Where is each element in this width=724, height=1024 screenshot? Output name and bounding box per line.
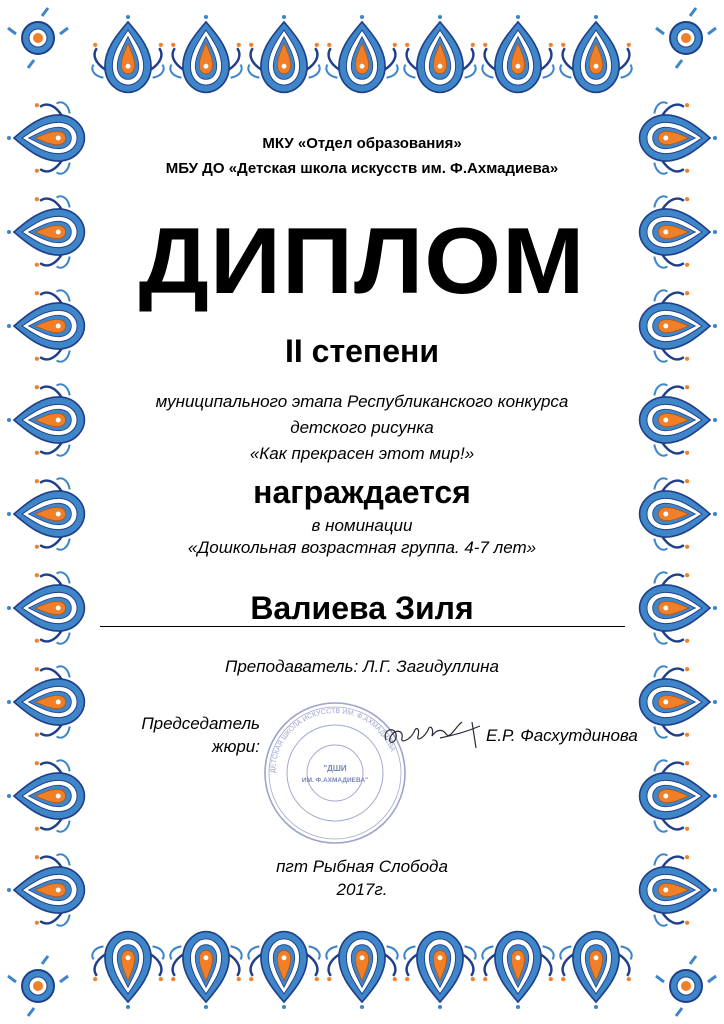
teacher-line: Преподаватель: Л.Г. Загидуллина <box>225 657 499 676</box>
paisley-flower-icon <box>92 932 163 1009</box>
jury-chair-name: Е.Р. Фасхутдинова <box>486 726 638 745</box>
paisley-flower-icon <box>482 932 553 1009</box>
signature-icon <box>380 716 490 756</box>
paisley-flower-icon <box>7 760 84 831</box>
paisley-flower-icon <box>170 932 241 1009</box>
header-line-1: МКУ «Отдел образования» <box>262 135 462 152</box>
stamp-outer-text: ДЕТСКАЯ ШКОЛА ИСКУССТВ ИМ. Ф.АХМАДИЕВА <box>269 707 396 774</box>
corner-ornament-icon <box>656 8 716 68</box>
award-text: награждается <box>253 474 471 510</box>
paisley-flower-icon <box>640 760 717 831</box>
jury-label-line-2: жюри: <box>211 737 260 756</box>
paisley-flower-icon <box>560 15 631 92</box>
footer-year: 2017г. <box>336 880 388 899</box>
paisley-flower-icon <box>560 932 631 1009</box>
nomination-line-1: в номинации <box>311 516 413 535</box>
stamp-center-line-2: ИМ. Ф.АХМАДИЕВА" <box>301 777 369 784</box>
diploma-title: ДИПЛОМ <box>138 208 586 313</box>
border-top <box>92 15 631 92</box>
paisley-flower-icon <box>404 932 475 1009</box>
jury-label-line-1: Председатель <box>141 714 260 733</box>
nomination-line-2: «Дошкольная возрастная группа. 4-7 лет» <box>187 538 537 557</box>
paisley-flower-icon <box>170 15 241 92</box>
paisley-flower-icon <box>326 932 397 1009</box>
description-line-2: детского рисунка <box>290 418 434 437</box>
paisley-flower-icon <box>640 666 717 737</box>
description-line-3: «Как прекрасен этот мир!» <box>249 444 475 463</box>
stamp-center-line-1: "ДШИ <box>323 764 347 773</box>
diploma-degree: II степени <box>284 333 440 369</box>
recipient-underline <box>100 626 625 627</box>
corner-ornament-icon <box>8 8 68 68</box>
paisley-flower-icon <box>404 15 475 92</box>
corner-ornament-icon <box>656 956 716 1016</box>
paisley-flower-icon <box>7 666 84 737</box>
corner-ornament-icon <box>8 956 68 1016</box>
header-line-2: МБУ ДО «Детская школа искусств им. Ф.Ахмадиева» <box>165 160 559 177</box>
border-bottom <box>92 932 631 1009</box>
description-line-1: муниципального этапа Республиканского конкурса <box>155 392 569 411</box>
paisley-flower-icon <box>482 15 553 92</box>
paisley-flower-icon <box>92 15 163 92</box>
footer-place: пгт Рыбная Слобода <box>276 857 448 876</box>
paisley-flower-icon <box>326 15 397 92</box>
paisley-flower-icon <box>248 932 319 1009</box>
paisley-flower-icon <box>248 15 319 92</box>
recipient-name: Валиева Зиля <box>250 590 474 626</box>
